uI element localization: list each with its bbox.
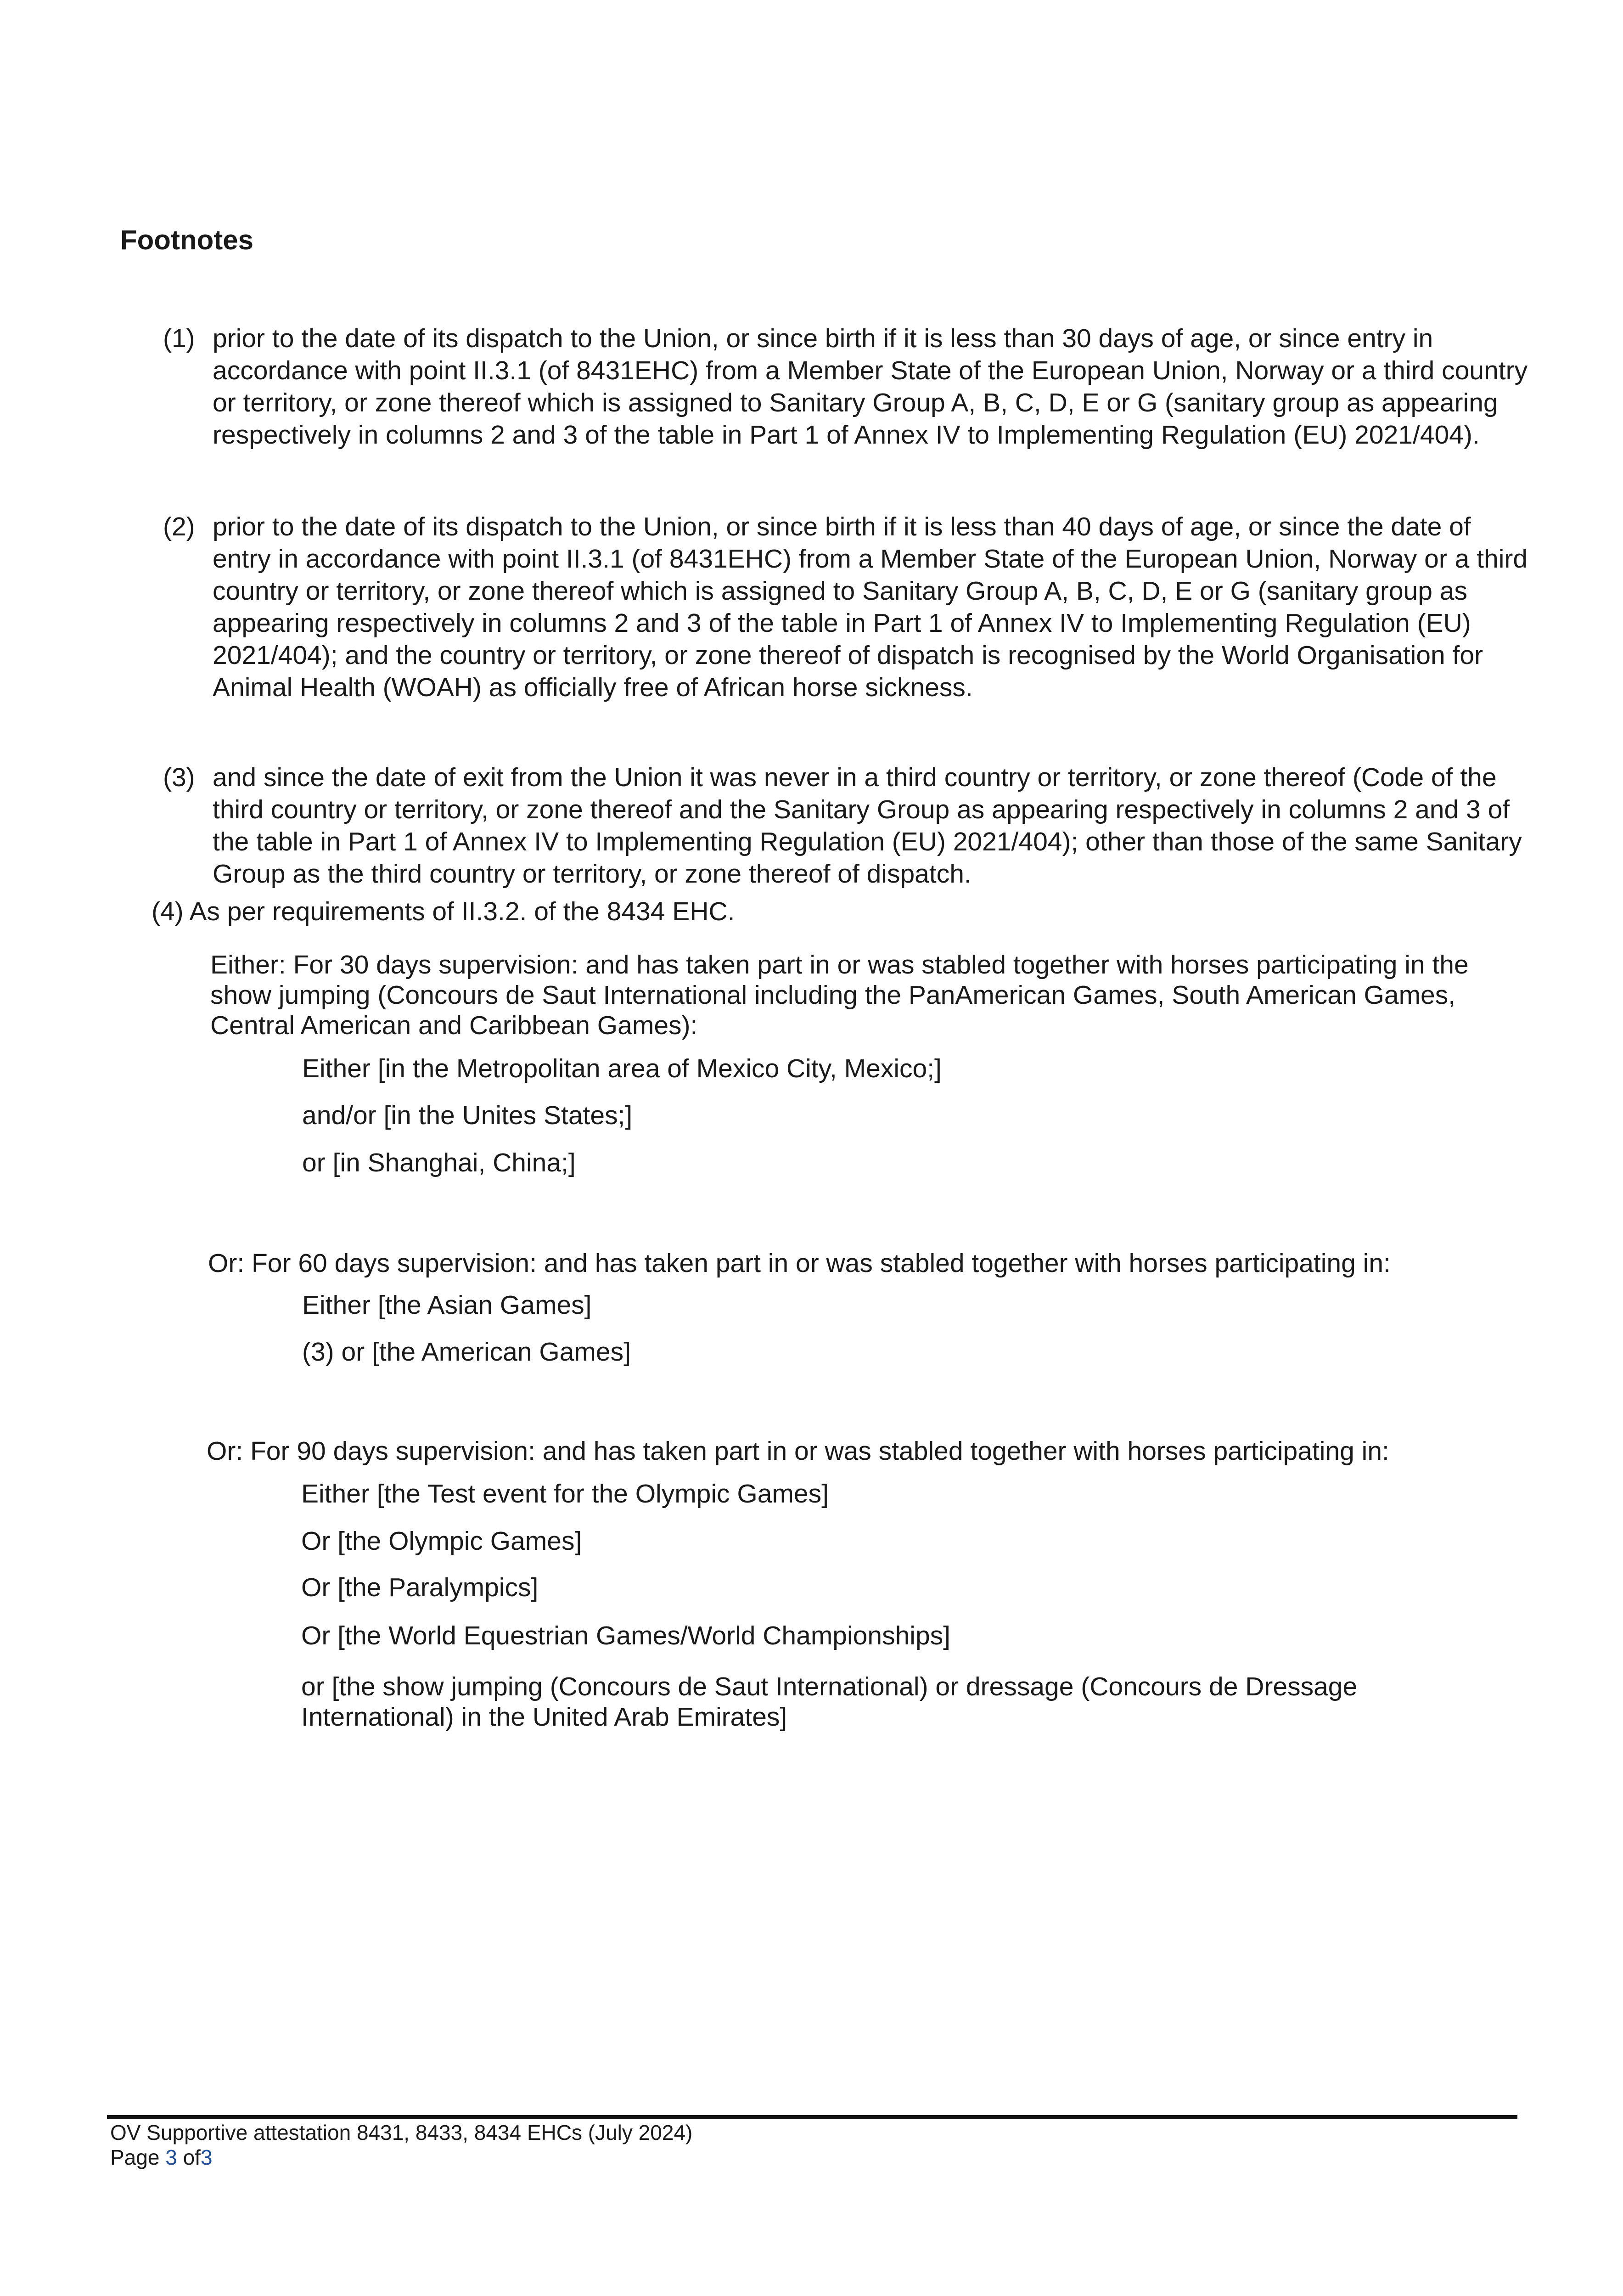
footnote-text: prior to the date of its dispatch to the Union, or since birth if it is less than 40 days of age, or since the date of entry in accordance with point II.3.1 (of 8431EHC) from a Member State of the European Union, Norway or a third country or territory, or zone thereof which is assigned to Sanitary Group A, B, C, D, E or G (sanitary group as appearing respectively in columns 2 and 3 of the table in Part 1 of Annex IV to Implementing Regulation (EU) 2021/404); and the country or territory, or zone thereof of dispatch is recognised by the World Organisation for Animal Health (WOAH) as officially free of African horse sickness. <box>213 512 1528 702</box>
list-item: (3) or [the American Games] <box>302 1337 631 1367</box>
footnote-4-or-90-days: Or: For 90 days supervision: and has taken part in or was stabled together with horses participating in: <box>207 1436 1389 1466</box>
page-number <box>110 2145 213 2169</box>
list-item: or [the show jumping (Concours de Saut International) or dressage (Concours de Dressage International) in the United Arab Emirates] <box>301 1672 1358 1732</box>
page-current: 3 <box>165 2145 177 2169</box>
list-item: or [in Shanghai, China;] <box>302 1148 576 1177</box>
footnotes-heading: Footnotes <box>120 225 253 255</box>
footnote-4-either-30-days: Either: For 30 days supervision: and has taken part in or was stabled together with horses participating in the show jumping (Concours de Saut International including the PanAmerican Games, South American Games, Central American and Caribbean Games): <box>210 950 1469 1040</box>
footnote-number: (3) <box>163 763 195 792</box>
list-item: Either [in the Metropolitan area of Mexico City, Mexico;] <box>302 1054 942 1083</box>
page-total: 3 <box>200 2145 213 2169</box>
list-item: Either [the Test event for the Olympic Games] <box>301 1479 829 1508</box>
list-item: Or [the World Equestrian Games/World Championships] <box>301 1621 950 1650</box>
footnote-2 <box>163 511 1536 703</box>
footnote-4-intro: (4) As per requirements of II.3.2. of the 8434 EHC. <box>152 897 735 926</box>
list-item: Or [the Olympic Games] <box>301 1526 582 1556</box>
footnote-3 <box>163 761 1536 890</box>
list-item: Either [the Asian Games] <box>302 1290 592 1320</box>
list-item: Or [the Paralympics] <box>301 1573 539 1602</box>
footnote-text: and since the date of exit from the Union it was never in a third country or territory, or zone thereof (Code of the third country or territory, or zone thereof and the Sanitary Group as appearing respectively in columns 2 and 3 of the table in Part 1 of Annex IV to Implementing Regulation (EU) 2021/404); other than those of the same Sanitary Group as the third country or territory, or zone thereof of dispatch. <box>213 763 1522 889</box>
footnote-text: prior to the date of its dispatch to the Union, or since birth if it is less than 30 days of age, or since entry in accordance with point II.3.1 (of 8431EHC) from a Member State of the European Union, Norway or a third country or territory, or zone thereof which is assigned to Sanitary Group A, B, C, D, E or G (sanitary group as appearing respectively in columns 2 and 3 of the table in Part 1 of Annex IV to Implementing Regulation (EU) 2021/404). <box>213 324 1528 450</box>
footnote-number: (1) <box>163 324 195 353</box>
footer-divider <box>107 2115 1517 2119</box>
footer-title: OV Supportive attestation 8431, 8433, 8434 EHCs (July 2024) <box>110 2121 693 2144</box>
footnote-4-or-60-days: Or: For 60 days supervision: and has taken part in or was stabled together with horses participating in: <box>208 1249 1391 1278</box>
footnote-1 <box>163 322 1536 451</box>
footnote-number: (2) <box>163 512 195 541</box>
page-label: Page <box>110 2145 160 2169</box>
page-of-label: of <box>183 2145 201 2169</box>
list-item: and/or [in the Unites States;] <box>302 1101 633 1130</box>
